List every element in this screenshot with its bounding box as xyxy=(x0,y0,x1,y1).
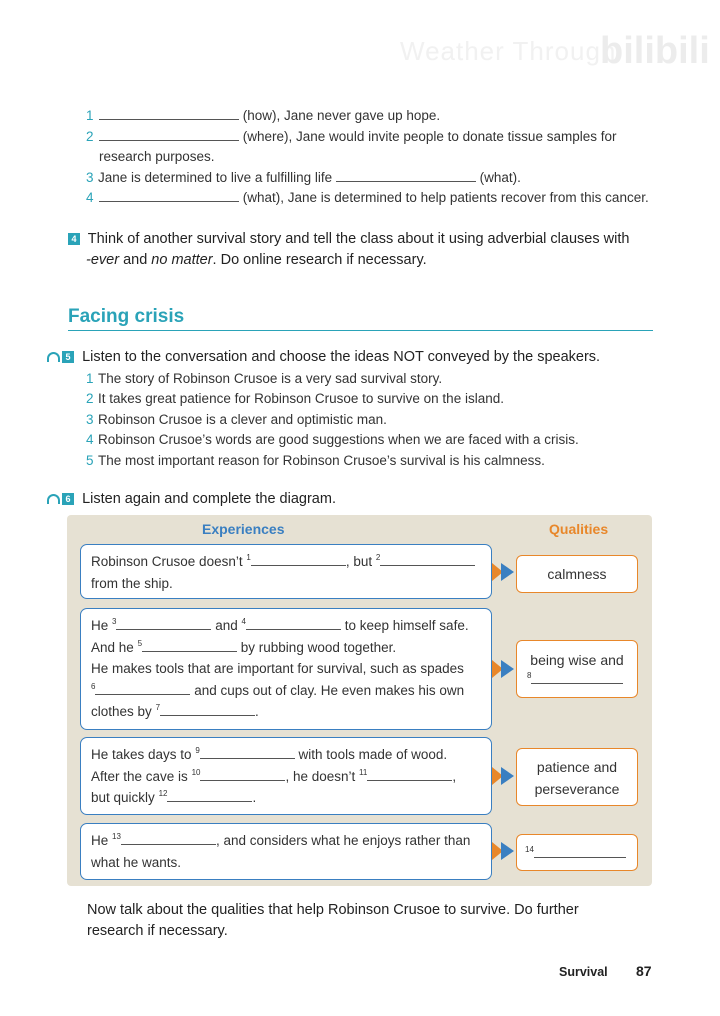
watermark-text: Weather Through xyxy=(400,36,617,66)
headphones-icon xyxy=(47,352,60,362)
task-5-instruction: 5 Listen to the conversation and choose the ideas NOT conveyed by the speakers. xyxy=(47,347,600,368)
bilibili-logo: bilibili xyxy=(600,30,710,72)
quality-wise: being wise and $^8$ xyxy=(516,640,638,698)
answer-blank[interactable] xyxy=(121,830,216,845)
task-5-item: 2 It takes great patience for Robinson Crusoe to survive on the island. xyxy=(86,391,504,406)
task-5-item: 1 The story of Robinson Crusoe is a very sad survival story. xyxy=(86,371,443,386)
answer-blank[interactable] xyxy=(160,701,255,716)
diagram xyxy=(67,515,652,886)
task-6-badge: 6 xyxy=(62,493,74,505)
section-rule xyxy=(68,330,653,331)
footer-unit: Survival xyxy=(559,965,608,979)
experience-box-1: Robinson Crusoe doesn’t $^1$ , but $^2$ from the ship. xyxy=(80,544,492,599)
experience-box-2: He $^3$ and $^4$ to keep himself safe. And he $^5$ by rubbing wood together. He makes tools that are important for survival, such as spades $^6$ and cups out of clay. He even makes his own clothes by $^7$ . xyxy=(80,608,492,730)
answer-blank[interactable] xyxy=(95,680,190,695)
exercise-line-4: 4 (what), Jane is determined to help patients recover from this cancer. xyxy=(86,187,649,208)
task-5-badge: 5 xyxy=(62,351,74,363)
answer-blank[interactable] xyxy=(336,167,476,182)
section-title: Facing crisis xyxy=(68,306,185,327)
exercise-line-2: 2 (where), Jane would invite people to donate tissue samples for xyxy=(86,126,616,147)
arrow-right-icon xyxy=(492,561,514,583)
answer-blank[interactable] xyxy=(367,766,452,781)
exercise-line-2-cont: research purposes. xyxy=(99,149,215,164)
answer-blank[interactable] xyxy=(246,615,341,630)
task-4-badge: 4 xyxy=(68,233,80,245)
experiences-header: Experiences xyxy=(202,521,285,537)
quality-patience: patience and perseverance xyxy=(516,748,638,806)
qualities-header: Qualities xyxy=(549,521,609,537)
answer-blank[interactable] xyxy=(200,744,295,759)
exercise-line-1: 1 (how), Jane never gave up hope. xyxy=(86,105,440,126)
answer-blank[interactable] xyxy=(142,637,237,652)
arrow-right-icon xyxy=(492,765,514,787)
answer-blank[interactable] xyxy=(99,105,239,120)
experience-box-3: He takes days to $^9$ with tools made of wood. After the cave is $^{10}$ , he doesn’t $^{11}$ , but quickly $^{12}$ . xyxy=(80,737,492,815)
answer-blank[interactable] xyxy=(251,551,346,566)
answer-blank[interactable] xyxy=(534,843,626,858)
watermark xyxy=(400,22,710,72)
task-5-item: 3 Robinson Crusoe is a clever and optimistic man. xyxy=(86,412,387,427)
quality-calmness: calmness xyxy=(516,555,638,593)
exercise-line-3: 3 Jane is determined to live a fulfilling life (what). xyxy=(86,167,521,188)
task-4: 4 Think of another survival story and tell the class about it using adverbial clauses with -ever and no matter. Do online research if necessary. xyxy=(68,229,668,271)
quality-14: 14 xyxy=(516,834,638,871)
page-number: 87 xyxy=(636,963,652,979)
headphones-icon xyxy=(47,494,60,504)
task-5-item: 4 Robinson Crusoe’s words are good suggestions when we are faced with a crisis. xyxy=(86,432,579,447)
answer-blank[interactable] xyxy=(200,766,285,781)
answer-blank[interactable] xyxy=(167,787,252,802)
closing-instruction: Now talk about the qualities that help Robinson Crusoe to survive. Do further research if necessary. xyxy=(87,902,579,939)
arrow-right-icon xyxy=(492,840,514,862)
task-5-item: 5 The most important reason for Robinson Crusoe’s survival is his calmness. xyxy=(86,453,545,468)
answer-blank[interactable] xyxy=(99,126,239,141)
arrow-right-icon xyxy=(492,658,514,680)
answer-blank[interactable] xyxy=(531,669,623,684)
answer-blank[interactable] xyxy=(380,551,475,566)
task-6-instruction: 6 Listen again and complete the diagram. xyxy=(47,489,336,510)
answer-blank[interactable] xyxy=(99,187,239,202)
answer-blank[interactable] xyxy=(116,615,211,630)
experience-box-4: He $^{13}$ , and considers what he enjoys rather than what he wants. xyxy=(80,823,492,880)
